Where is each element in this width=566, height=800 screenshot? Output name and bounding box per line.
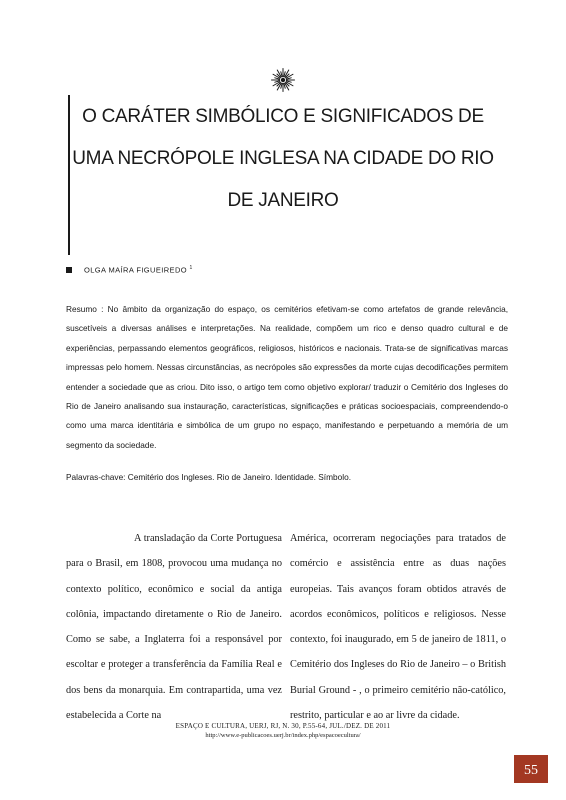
keywords: Palavras-chave: Cemitério dos Ingleses. Rio de Janeiro. Identidade. Símbolo.: [66, 472, 352, 482]
article-title: O CARÁTER SIMBÓLICO E SIGNIFICADOS DE UMA NECRÓPOLE INGLESA NA CIDADE DO RIO DE JANEIRO: [72, 106, 494, 211]
page-number: 55: [524, 763, 538, 778]
journal-url[interactable]: http://www.e-publicacoes.uerj.br/index.php/espacoecultura/: [205, 732, 361, 739]
square-bullet-icon: [66, 267, 72, 273]
page-number-box: [514, 755, 548, 783]
author-line: [66, 265, 193, 275]
body-column-left: A transladação da Corte Portuguesa para o Brasil, em 1808, provocou uma mudança no contexto político, econômico e social da antiga colônia, impactando diretamente o Rio de Janeiro. Como se sabe, a Inglaterra foi a responsável por escoltar e proteger a transferência da Família Real e dos bens da monarquia. Em contrapartida, uma vez estabelecida a Corte na: [66, 533, 282, 722]
abstract: Resumo : No âmbito da organização do espaço, os cemitérios efetivam-se como artefatos de grande relevância, suscetíveis a diversas análises e interpretações. Na realidade, compõem um rico e denso quadro cultural e de experiências, perpassando elementos geográficos, religiosos, históricos e nacionais. Trata-se de significativas marcas impressas pelo homem. Nessas circunstâncias, as necrópoles são expressões da morte cujas decodificações permitem entender a sociedade que as criou. Dito isso, o artigo tem como objetivo explorar/ traduzir o Cemitério dos Ingleses do Rio de Janeiro analisando sua instauração, características, significações e práticas socioespaciais, compreendendo-o como uma marca identitária e simbólica de um grupo no espaço, manifestando e perpetuando a memória de um segmento da sociedade.: [66, 304, 508, 450]
author-name: OLGA MAÍRA FIGUEIREDO $^1$: [84, 265, 193, 275]
author-footnote-marker[interactable]: 1: [189, 265, 193, 271]
starburst-ornament-icon: [271, 68, 295, 92]
journal-citation: ESPAÇO E CULTURA, UERJ, RJ, N. 30, P.55-64, JUL./DEZ. DE 2011: [175, 722, 391, 730]
page-footer: [0, 722, 566, 740]
body-column-right: América, ocorreram negociações para tratados de comércio e assistência entre as duas nações europeias. Tais avanços foram obtidos através de acordos econômicos, políticos e religiosos. Nesse contexto, foi inaugurado, em 5 de janeiro de 1811, o Cemitério dos Ingleses do Rio de Janeiro – o British Burial Ground - , o primeiro cemitério não-católico, restrito, particular e ao ar livre da cidade.: [290, 533, 506, 722]
